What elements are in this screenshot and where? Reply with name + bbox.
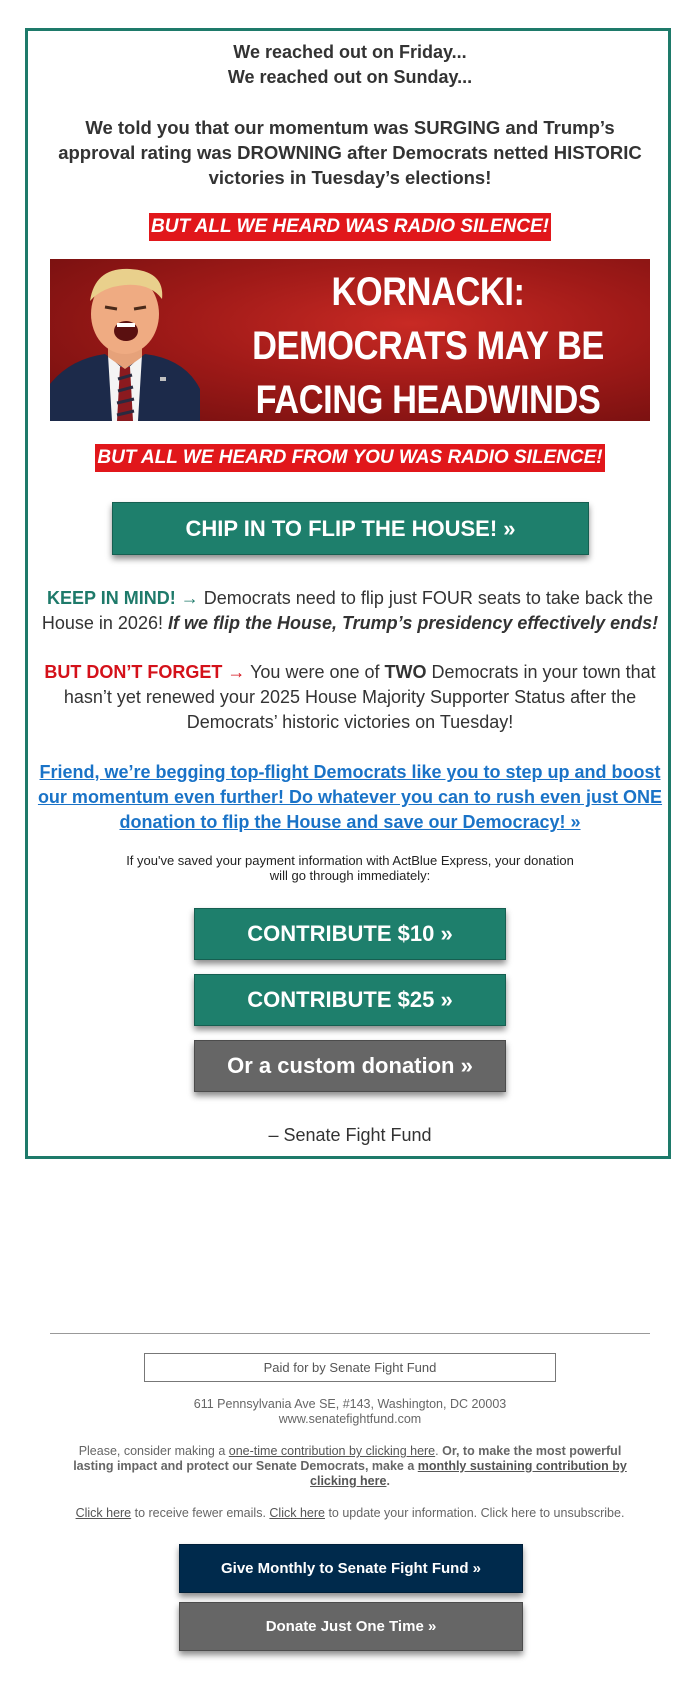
signature: – Senate Fight Fund [268,1125,432,1145]
radio-silence-text-1: BUT ALL WE HEARD WAS RADIO SILENCE! [149,213,551,241]
trump-portrait-icon [50,259,200,421]
paid-for-box: Paid for by Senate Fight Fund [144,1353,556,1382]
update-info-text: to update your information. Click here to unsubscribe. [324,1506,625,1520]
consider-text: Please, consider making a [78,1444,229,1458]
keep-in-mind-text: Democrats need to flip just FOUR seats to take back the House in 2026! [41,588,653,633]
update-info-link[interactable]: Click here [269,1506,325,1520]
footer-address-block [0,1397,700,1427]
intro-paragraph: We told you that our momentum was SURGING and Trump’s approval rating was DROWNING after Democrats netted HISTORIC victories in Tuesday’s elections! [58,117,642,188]
right-arrow-icon: → [180,588,199,608]
fewer-emails-text: to receive fewer emails. [131,1506,270,1520]
dont-forget-text-2: Democrats in your town that hasn’t yet renewed your 2025 House Majority Supporter Status after the Democrats’ historic victories on Tuesday! [63,662,656,732]
header-line-sunday: We reached out on Sunday... [227,67,473,87]
dont-forget-lead: BUT DON’T FORGET [44,662,223,682]
consider-bold: Or, to make the most powerful lasting impact and protect our Senate Democrats, make a [73,1444,622,1473]
footer-consider-paragraph [70,1444,630,1489]
keep-in-mind-lead: KEEP IN MIND! [47,588,176,608]
dont-forget-paragraph [40,660,660,735]
keep-in-mind-emphasis: If we flip the House, Trump’s presidency effectively ends! [167,613,659,633]
chip-in-button[interactable]: CHIP IN TO FLIP THE HOUSE! » [112,502,589,555]
footer-website: www.senatefightfund.com [278,1412,422,1426]
footer-address: 611 Pennsylvania Ave SE, #143, Washington, DC 20003 [193,1397,507,1411]
donate-one-time-button[interactable]: Donate Just One Time » [179,1602,523,1651]
header-line-friday: We reached out on Friday... [233,42,467,62]
dont-forget-text-1: You were one of [245,662,385,682]
dont-forget-bold: TWO [384,662,427,682]
right-arrow-icon: → [227,662,246,682]
radio-silence-banner-1 [0,213,700,241]
radio-silence-text-2: BUT ALL WE HEARD FROM YOU WAS RADIO SILENCE! [95,444,604,472]
header-lines [0,40,700,90]
monthly-contribution-link[interactable]: monthly sustaining contribution by clicking here [310,1459,627,1488]
footer-divider [50,1333,650,1334]
fewer-emails-link[interactable]: Click here [75,1506,132,1520]
headline-banner-image [50,259,650,421]
footer-preferences [0,1506,700,1521]
consider-mid: . [435,1444,443,1458]
contribute-10-button[interactable]: CONTRIBUTE $10 » [194,908,506,960]
actblue-note: If you've saved your payment information with ActBlue Express, your donation will go through immediately: [126,853,574,883]
custom-donation-button[interactable]: Or a custom donation » [194,1040,506,1092]
give-monthly-button[interactable]: Give Monthly to Senate Fight Fund » [179,1544,523,1593]
banner-headline [239,265,617,421]
radio-silence-banner-2 [0,444,700,472]
consider-end: . [386,1474,390,1488]
one-time-contribution-link[interactable]: one-time contribution by clicking here [228,1444,436,1458]
keep-in-mind-paragraph [30,586,670,636]
banner-headline-line: FACING HEADWINDS [255,378,601,421]
donation-appeal-link[interactable]: Friend, we’re begging top-flight Democrats like you to step up and boost our momentum even further! Do whatever you can to rush even just ONE donation to flip the House and save our Democracy! » [37,762,663,832]
contribute-25-button[interactable]: CONTRIBUTE $25 » [194,974,506,1026]
banner-headline-line: KORNACKI: DEMOCRATS MAY BE [252,270,604,368]
